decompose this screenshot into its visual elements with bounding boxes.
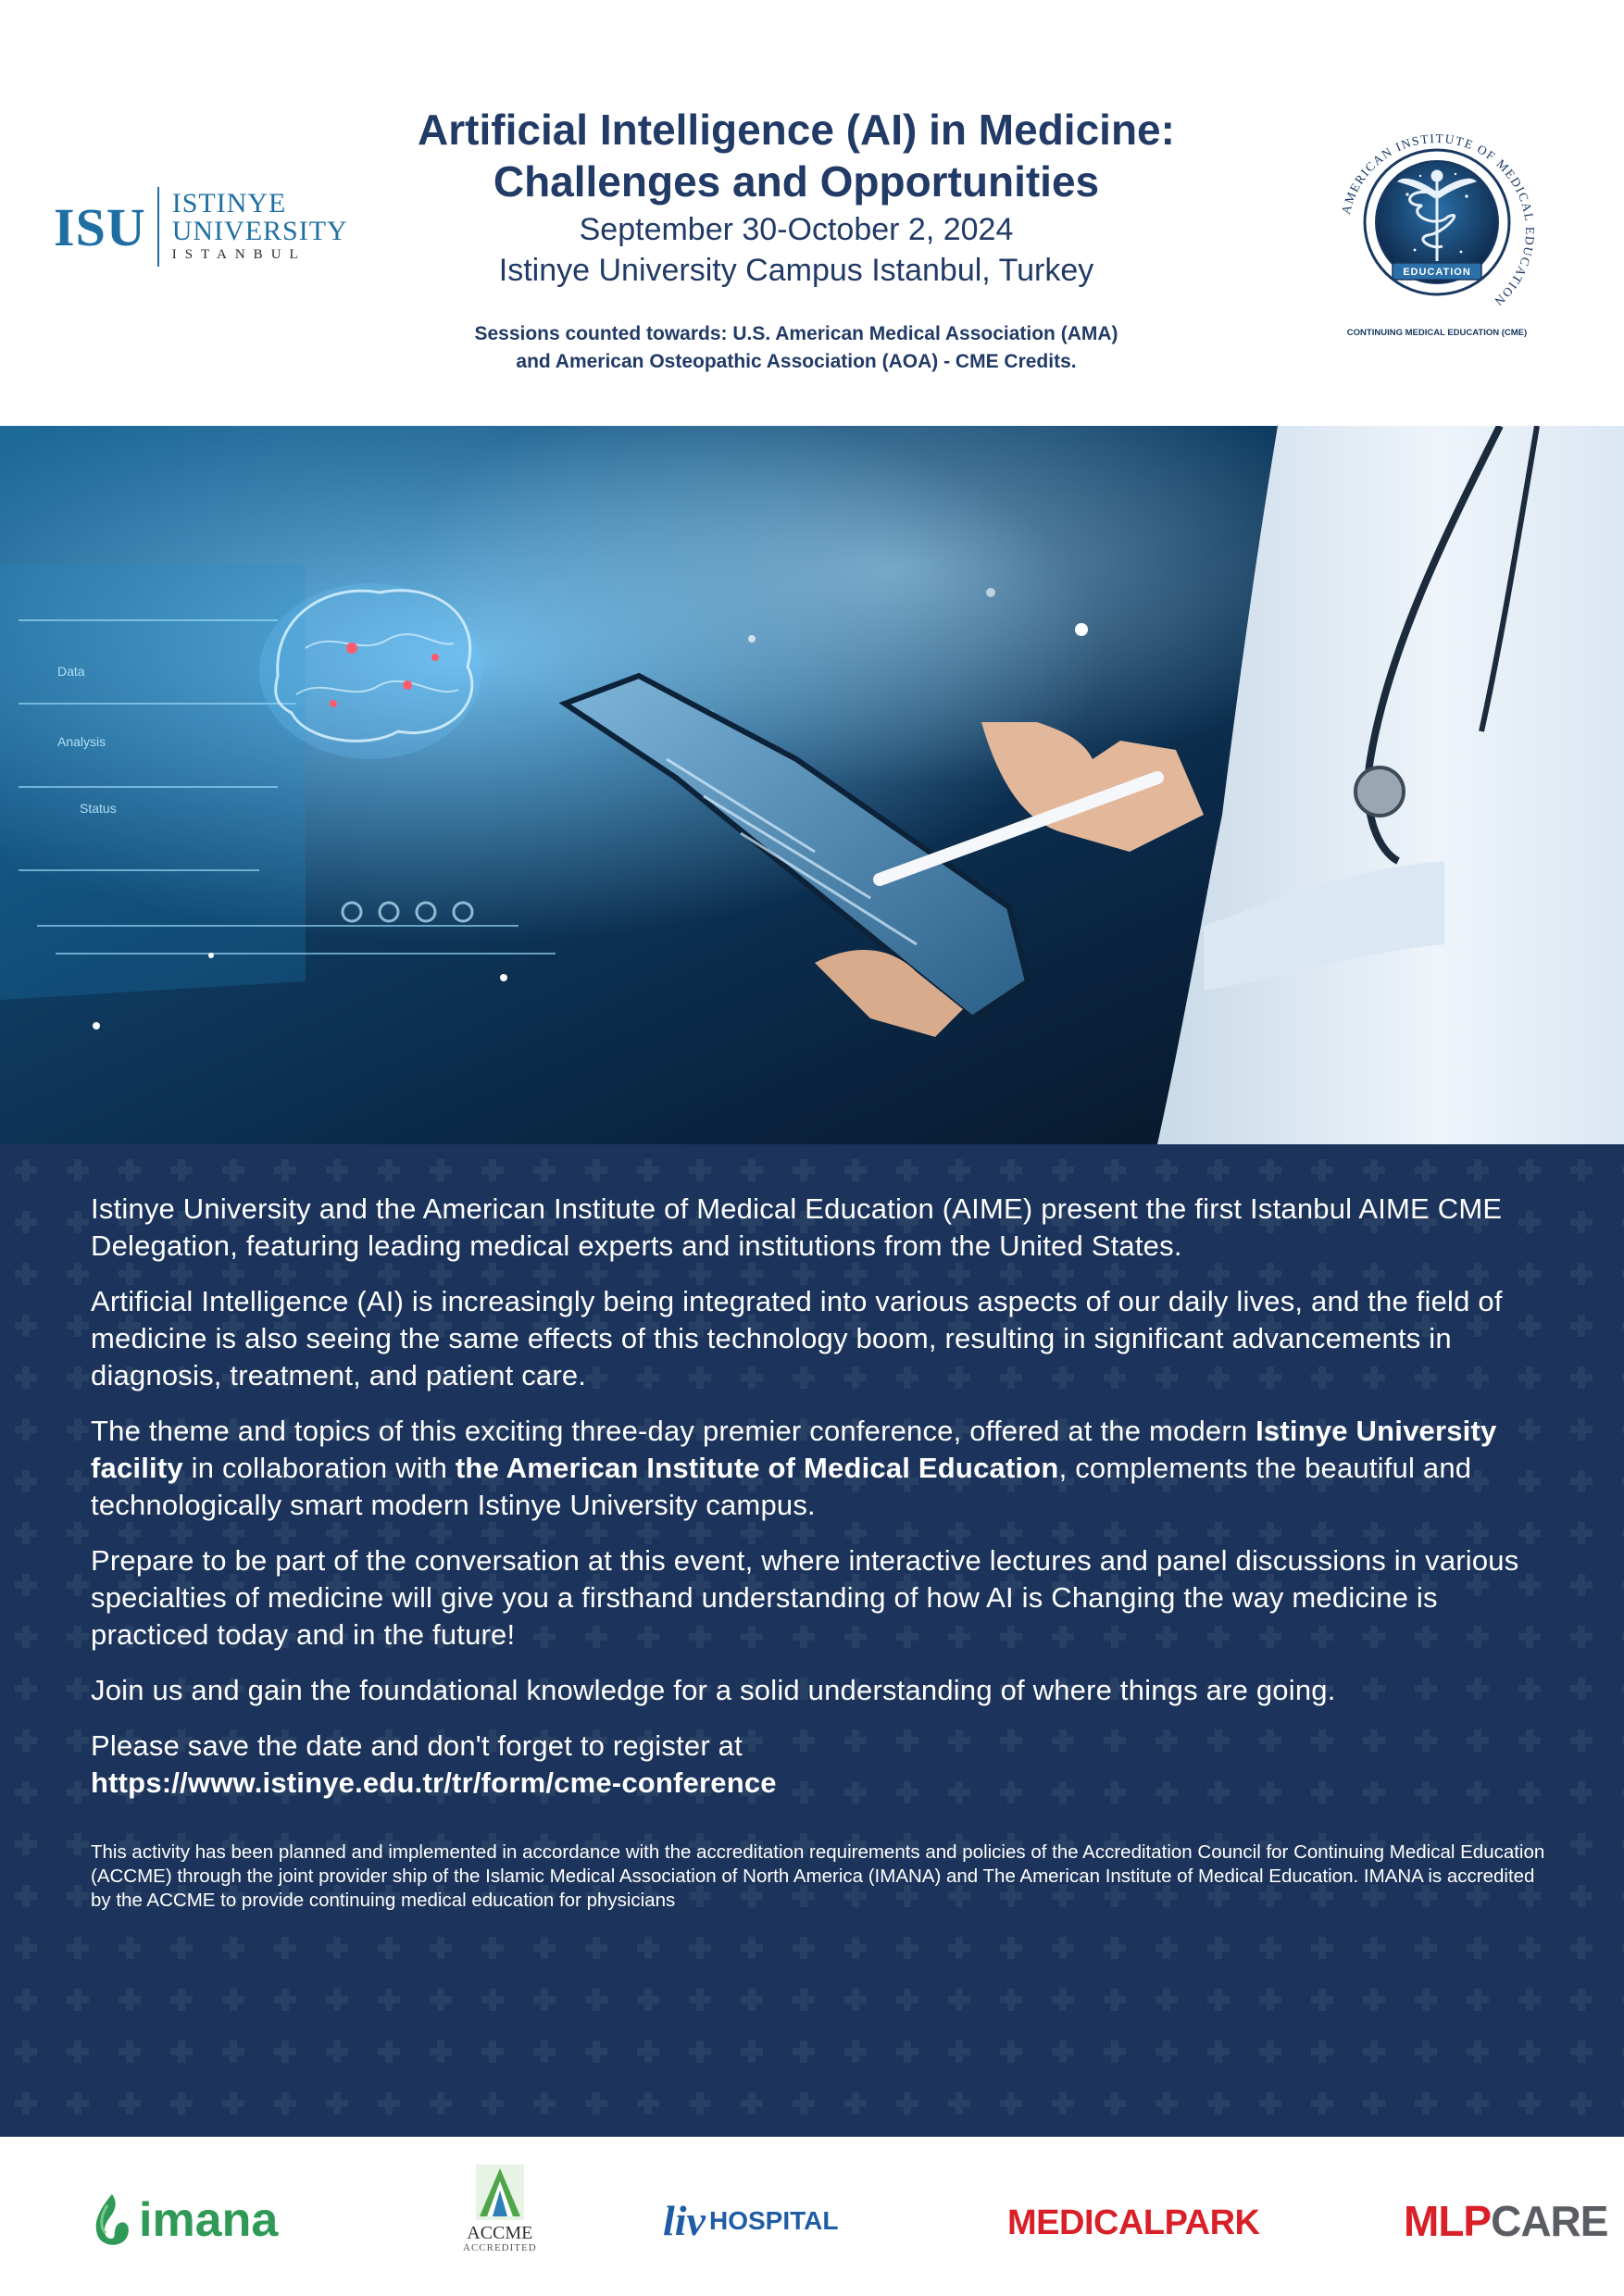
istinye-university-logo[interactable] [54,187,348,267]
isu-logo-words [172,190,348,264]
hologram-label-status: Status [80,801,117,816]
imana-flame-icon [89,2190,135,2250]
hologram-label-data: Data [57,664,85,679]
sponsor-footer [0,2137,1624,2296]
seal-caption: CONTINUING MEDICAL EDUCATION (CME) [1346,328,1528,338]
mlpcare-mlp: MLP [1404,2197,1492,2245]
intro-paragraph: Istinye University and the American Institute of Medical Education (AIME) present the first Istanbul AIME CME Delegation, featuring leading medical experts and institutions from the United States. [91,1192,1503,1262]
accreditation-statement: This activity has been planned and implemented in accordance with the accreditation requirements and policies of the Accreditation Council for Continuing Medical Education (ACCME) through the joint provider ship of the Islamic Medical Association of North America (IMANA) and The American Institute of Medical Education. IMANA is accredited by the ACCME to provide continuing medical education for physicians [91,1841,1545,1911]
credits-line1: Sessions counted towards: U.S. American Medical Association (AMA) [474,323,1118,344]
header [0,0,1624,426]
theme-text-2: in collaboration with [182,1452,456,1484]
theme-text-3: , complements the beautiful and technologically smart modern Istinye University campus. [91,1452,1472,1521]
seal-ring-text: AMERICAN INSTITUTE OF MEDICAL EDUCATION [1338,131,1538,309]
isu-logo-line2: UNIVERSITY [171,216,348,246]
title-block [333,104,1259,376]
accme-triangle-icon [474,2163,526,2222]
description-panel [0,1144,1624,2137]
ai-paragraph: Artificial Intelligence (AI) is increasingly being integrated into various aspects of our daily lives, and the field of medicine is also seeing the same effects of this technology boom, resulting in significant advancements in diagnosis, treatment, and patient care. [91,1285,1503,1391]
theme-bold-aime: the American Institute of Medical Education [455,1452,1059,1484]
aime-seal-logo[interactable] [1326,120,1548,343]
medicalpark-logo[interactable]: MEDICALPARK [1007,2203,1260,2242]
hero-image [0,426,1624,1144]
imana-wordmark: imana [139,2193,279,2247]
isu-logo-line1: ISTINYE [171,188,287,218]
isu-logo-mark: ISU [54,196,146,257]
panel-text [91,1191,1554,1913]
registration-link[interactable]: https://www.istinye.edu.tr/tr/form/cme-conference [91,1766,777,1799]
seal-ribbon-text: EDUCATION [1403,267,1471,278]
accme-accredited: ACCREDITED [463,2242,537,2253]
conference-title-line2: Challenges and Opportunities [493,157,1100,206]
imana-logo[interactable] [89,2190,278,2250]
conference-venue: Istinye University Campus Istanbul, Turkey [498,253,1094,288]
mlpcare-care: CARE [1491,2197,1608,2245]
liv-hospital-text: HOSPITAL [708,2205,839,2235]
isu-logo-divider [157,187,159,267]
join-paragraph: Join us and gain the foundational knowledge for a solid understanding of where things are going. [91,1674,1336,1706]
register-paragraph [91,1728,1554,1802]
brain-hologram-icon [259,583,481,759]
theme-bold-isu: Istinye University facility [91,1415,1497,1484]
credits-line2: and American Osteopathic Association (AOA) - CME Credits. [516,351,1077,372]
theme-text-1: The theme and topics of this exciting three-day premier conference, offered at the modern [91,1415,1256,1447]
mlpcare-logo[interactable] [1404,2196,1607,2246]
isu-logo-line3: ISTANBUL [171,247,306,262]
liv-mark: liv [663,2197,706,2244]
conference-dates: September 30-October 2, 2024 [579,212,1014,247]
accme-logo[interactable] [463,2163,537,2253]
conversation-paragraph: Prepare to be part of the conversation at this event, where interactive lectures and panel discussions in various specialties of medicine will give you a firsthand understanding of how AI is Changing the way medicine is practiced today and in the future! [91,1544,1519,1651]
liv-hospital-logo[interactable] [663,2196,838,2245]
conference-title-line1: Artificial Intelligence (AI) in Medicine: [418,106,1175,154]
theme-paragraph [91,1413,1554,1524]
stethoscope-icon [1355,767,1404,816]
hologram-label-analysis: Analysis [57,734,106,749]
accme-wordmark: ACCME [467,2223,533,2243]
register-text: Please save the date and don't forget to register at [91,1729,743,1762]
